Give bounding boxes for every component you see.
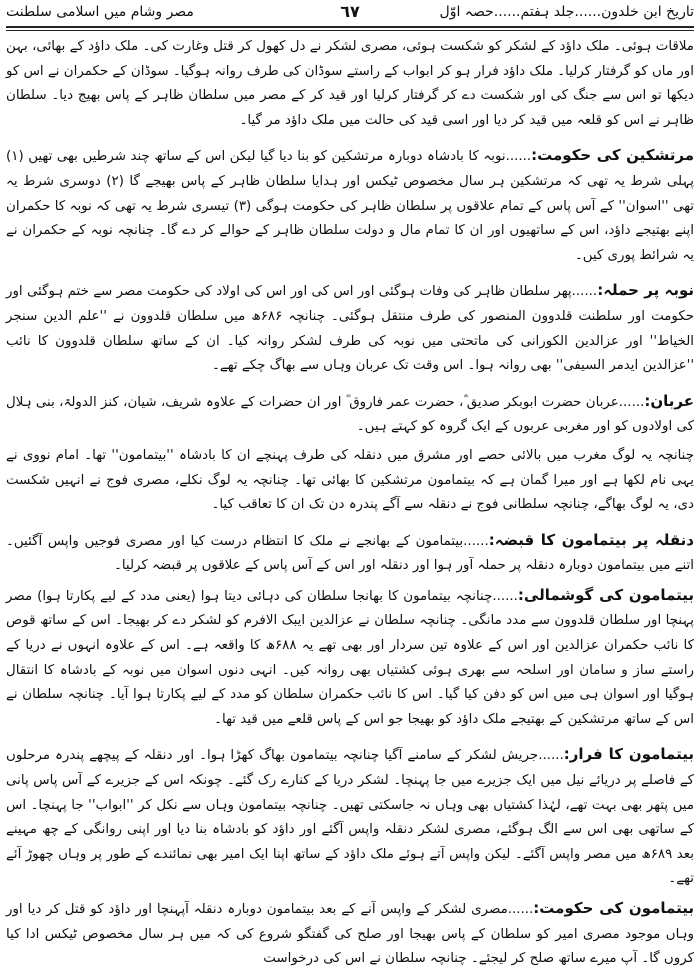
section-heading: عربان:	[644, 391, 694, 410]
paragraph-text: چنانچہ یہ لوگ مغرب میں بالائی حصے اور مشرق میں دنقلہ کی طرف پہنچے ان کا بادشاہ ''بیتمامون'' تھا۔ امام نووی نے یہی نام لکھا ہے اور میرا گمان ہے کہ بیتمامون مرتشکین کا بھائی تھا۔ چنانچہ یہ لوگ نکلے، مصری فوج نے انہیں شکست دی، یہ لوگ بھاگے، چنانچہ سلطانی فوج نے دنقلہ سے آگے پندرہ دن تک ان کا تعاقب کیا۔	[6, 447, 694, 513]
book-page	[6, 0, 694, 972]
paragraph-text: ملاقات ہوئی۔ ملک داؤد کے لشکر کو شکست ہوئی، مصری لشکر نے دل کھول کر قتل وغارت کی۔ ملک داؤد کے بھائی، بہن اور ماں کو گرفتار کرلیا۔ ملک داؤد فرار ہو کر ابواب کے راستے سوڈان کی طرف روانہ ہوگیا۔ سوڈان کے حکمران نے اس کو دیکھا تو اس سے جنگ کی اور شکست دے کر گرفتار کرلیا اور قید کر کے مصر میں سلطان ظاہر کے پاس بھیج دیا۔ سلطان ظاہر نے اس کو قلعہ میں قید کر دیا اور اسی قید کی حالت میں ملک داؤد مر گیا۔	[6, 39, 694, 128]
paragraph-text: ......پھر سلطان ظاہر کی وفات ہوگئی اور اس کی اور اس کی اولاد کی حکومت مصر سے ختم ہوگئی اور حکومت اور سلطنت قلدوون المنصور کی طرف منتقل ہوگئی۔ چنانچہ ۶۸۶ھ میں سلطان قلدوون نے ''علم الدین سنجر الخیاط'' اور عزالدین الکورانی کی ماتحتی میں نوبہ کی طرف لشکر روانہ کیا۔ ان کے ساتھ سلطان قلدوون کا نائب ''عزالدین ایدمر السیفی'' بھی روانہ ہوا۔ اس وقت تک عربان وہاں سے بھاگ چکے تھے۔	[6, 284, 694, 374]
page-header	[6, 0, 694, 24]
section-urban	[6, 389, 694, 440]
paragraph	[6, 35, 694, 133]
section-heading: بیتمامون کی حکومت:	[533, 899, 694, 917]
paragraph-text: ......نوبہ کا بادشاہ دوبارہ مرتشکین کو بنا دیا گیا لیکن اس کے ساتھ چند شرطیں بھی تھیں (۱) پہلی شرط یہ تھی کہ مرتشکین ہر سال مخصوص ٹیکس اور ہدایا سلطان ظاہر کے پاس بھیجے گا (۲) دوسری شرط یہ تھی ''اسوان'' کے آس پاس کے تمام علاقوں پر سلطان ظاہر کی حکومت ہوگی (۳) تیسری شرط یہ تھی کہ نوبہ کا حکمران اپنے بھتیجے داؤد، اس کے ساتھیوں اور ان کا تمام مال و دولت سلطان ظاہر کے حوالے کر دے گا۔ چنانچہ نوبہ کے حکمران نے یہ شرائط پوری کیں۔	[6, 149, 695, 263]
paragraph	[6, 444, 694, 518]
paragraph-text: ......چنانچہ بیتمامون کا بھانجا سلطان کی دہائی دیتا ہوا (یعنی مدد کے لیے پکارتا ہوا) مصر پہنچا اور سلطان قلدوون سے مدد مانگی۔ چنانچہ سلطان نے عزالدین ایبک الافرم کو لشکر دے کر بھیجا۔ اس کے ساتھ قوص کا نائب حکمران عزالدین اور اس کے علاوہ تین سردار اور بھی تھے یہ ۶۸۸ھ کا واقعہ ہے۔ اس کے علاوہ انہوں نے دریا کے راستے ساز و سامان اور اسلحہ سے بھری ہوئی کشتیاں بھی روانہ کیں۔ انہی دنوں اسوان میں نوبہ کے بادشاہ کا انتقال ہوگیا اور اسوان ہی میں اس کو دفن کیا گیا۔ اس کا نائب حکمران سلطان کو مدد کے لیے پکارتا ہوا آیا۔ چنانچہ سلطان نے اس کے ساتھ مرتشکین کے بھتیجے ملک داؤد کو بھیجا جو اس کے پاس قلعے میں قید تھا۔	[6, 588, 694, 727]
section-marteshkin-rule	[6, 143, 694, 268]
paragraph-text: ......جریش لشکر کے سامنے آگیا چنانچہ بیتمامون بھاگ کھڑا ہوا۔ اور دنقلہ کے پیچھے پندرہ مرحلوں کے فاصلے پر دریائے نیل میں ایک جزیرے میں جا پہنچا۔ لشکر دریا کے کنارے رک گئے۔ چونکہ اس کے جزیرے کے آس پاس پانی میں پتھر بھی بہت تھے، لہٰذا کشتیاں بھی وہاں نہ جاسکتی تھیں۔ چنانچہ بیتمامون وہاں سے نکل کر ''ابواب'' جا پہنچا۔ اس کے ساتھی بھی اس سے الگ ہوگئے، مصری لشکر دنقلہ واپس آگئے اور داؤد کو بادشاہ بنا دیا اور اپنی روانگی کے چھ مہینے بعد ۶۸۹ھ میں مصر واپس آگئے۔ لیکن واپس آتے ہوئے ملک داؤد کے ساتھ اپنا ایک امیر بھی نمائندے کے طور پر وہاں چھوڑ آئے تھے۔	[6, 748, 694, 887]
section-escape	[6, 742, 694, 892]
section-attack-on-nubia	[6, 278, 694, 378]
header-divider-thin	[6, 30, 694, 31]
page-number: ٦٧	[340, 2, 360, 21]
section-heading: نوبہ پر حملہ:	[597, 281, 694, 300]
section-government	[6, 896, 694, 972]
header-divider	[6, 26, 694, 28]
paragraph-text: ......مصری لشکر کے واپس آنے کے بعد بیتمامون دوبارہ دنقلہ آپہنچا اور داؤد کو قتل کر دیا اور وہاں موجود مصری امیر کو سلطان کے پاس بھیجا اور صلح کی گفتگو شروع کی کہ میں ہر سال مخصوص ٹیکس ادا کیا کروں گا۔ آپ میرے ساتھ صلح کر لیجئے۔ چنانچہ سلطان نے اس کی درخواست	[6, 902, 694, 967]
section-heading: بیتمامون کا فرار:	[563, 745, 694, 764]
section-punishment	[6, 583, 694, 733]
chapter-title: مصر وشام میں اسلامی سلطنت	[6, 4, 194, 20]
paragraph-text: ......بیتمامون کے بھانجے نے ملک کا انتظام درست کیا اور مصری فوجیں واپس آگئیں۔ اتنے میں بیتمامون دوبارہ دنقلہ پر حملہ آور ہوا اور دنقلہ اور اس کے آس پاس کے علاقوں پر قبضہ کرلیا۔	[6, 533, 694, 574]
paragraph-text: ......عربان حضرت ابوبکر صدیق ؓ، حضرت عمر فاروق ؓ اور ان حضرات کے علاوہ شریف، شیان، کنز الدولۃ، بنی ہلال کی اولادوں کو اور مغربی عربوں کے ایک گروہ کو کہتے ہیں۔	[6, 394, 694, 435]
book-title: تاریخ ابن خلدون......جلد ہفتم......حصہ اوّل	[439, 4, 694, 20]
section-dongola-capture	[6, 528, 694, 579]
section-heading: دنقلہ پر بیتمامون کا قبضہ:	[488, 530, 694, 549]
section-heading: مرتشکین کی حکومت:	[531, 146, 694, 165]
section-heading: بیتمامون کی گوشمالی:	[517, 585, 694, 604]
